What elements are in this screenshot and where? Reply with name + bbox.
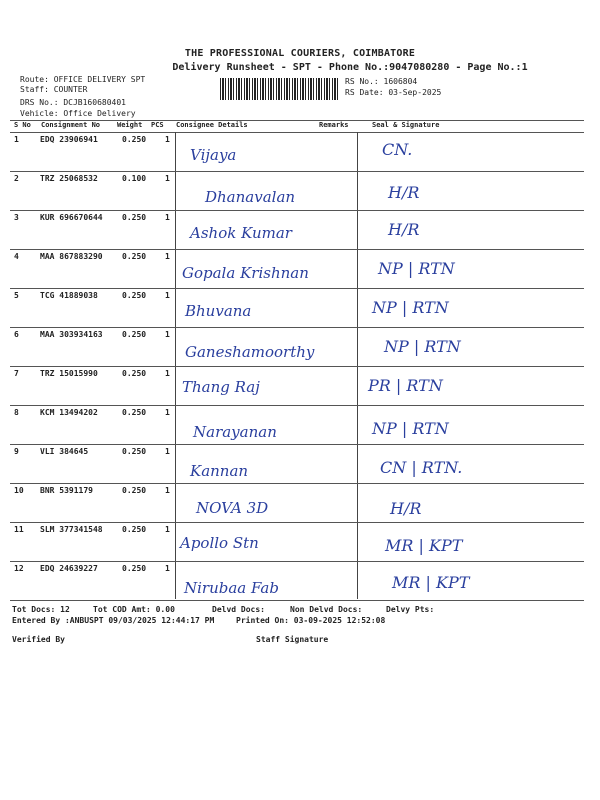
row-divider: [10, 405, 584, 406]
row-signature: NP | RTN: [378, 259, 455, 278]
row-consignment: SLM 377341548: [40, 525, 103, 534]
row-pcs: 1: [165, 213, 170, 222]
rs-date-label: RS Date: 03-Sep-2025: [345, 88, 442, 97]
row-consignee: Thang Raj: [182, 378, 260, 396]
row-weight: 0.250: [122, 330, 147, 339]
row-sno: 2: [14, 174, 19, 183]
col-sno: S No: [14, 121, 31, 129]
row-weight: 0.250: [122, 369, 147, 378]
row-pcs: 1: [165, 135, 170, 144]
row-pcs: 1: [165, 447, 170, 456]
row-signature: H/R: [388, 183, 420, 202]
row-sno: 9: [14, 447, 19, 456]
row-consignee: Apollo Stn: [180, 534, 259, 552]
row-signature: NP | RTN: [372, 298, 449, 317]
drs-label: DRS No.: DCJB160680401: [20, 98, 126, 107]
footer-delvd: Delvd Docs:: [212, 605, 265, 614]
row-consignment: BNR 5391179: [40, 486, 93, 495]
row-divider: [10, 288, 584, 289]
staff-label: Staff: COUNTER: [20, 85, 88, 94]
row-pcs: 1: [165, 525, 170, 534]
row-pcs: 1: [165, 291, 170, 300]
row-signature: CN | RTN.: [380, 458, 463, 477]
row-consignment: VLI 384645: [40, 447, 89, 456]
row-divider: [10, 249, 584, 250]
col-consignee: Consignee Details: [176, 121, 248, 129]
row-sno: 1: [14, 135, 19, 144]
row-divider: [10, 171, 584, 172]
footer-delvy-pts: Delvy Pts:: [386, 605, 435, 614]
row-consignee: Nirubaa Fab: [184, 579, 279, 597]
row-consignee: Vijaya: [190, 146, 237, 164]
row-consignee: Ashok Kumar: [190, 224, 292, 242]
row-weight: 0.250: [122, 486, 147, 495]
row-sno: 11: [14, 525, 24, 534]
row-sno: 6: [14, 330, 19, 339]
row-divider: [10, 561, 584, 562]
row-divider: [10, 483, 584, 484]
divider: [10, 120, 584, 121]
row-weight: 0.250: [122, 447, 147, 456]
row-consignee: Ganeshamoorthy: [185, 343, 315, 361]
col-remarks: Remarks: [319, 121, 349, 129]
row-consignment: EDQ 23906941: [40, 135, 98, 144]
route-label: Route: OFFICE DELIVERY SPT: [20, 75, 146, 84]
row-divider: [10, 600, 584, 601]
row-sno: 12: [14, 564, 24, 573]
footer-printed-on: Printed On: 03-09-2025 12:52:08: [236, 616, 386, 625]
footer-staff-signature: Staff Signature: [256, 635, 329, 644]
col-pcs: PCS: [151, 121, 164, 129]
page-subtitle: Delivery Runsheet - SPT - Phone No.:9047080280 - Page No.:1: [172, 62, 528, 73]
row-consignee: Gopala Krishnan: [182, 264, 309, 282]
row-signature: PR | RTN: [368, 376, 443, 395]
row-sno: 4: [14, 252, 19, 261]
row-divider: [10, 444, 584, 445]
row-weight: 0.250: [122, 213, 147, 222]
row-divider: [10, 366, 584, 367]
col-weight: Weight: [117, 121, 143, 129]
row-consignee: Dhanavalan: [205, 188, 296, 206]
row-consignment: MAA 303934163: [40, 330, 103, 339]
row-consignment: TRZ 15015990: [40, 369, 98, 378]
row-sno: 8: [14, 408, 19, 417]
row-consignment: MAA 867883290: [40, 252, 103, 261]
footer-non-delvd: Non Delvd Docs:: [290, 605, 363, 614]
row-sno: 5: [14, 291, 19, 300]
row-pcs: 1: [165, 330, 170, 339]
row-pcs: 1: [165, 174, 170, 183]
row-consignment: KUR 696670644: [40, 213, 103, 222]
row-signature: MR | KPT: [392, 573, 470, 592]
row-signature: MR | KPT: [385, 536, 463, 555]
row-consignee: Kannan: [190, 462, 249, 480]
row-sno: 3: [14, 213, 19, 222]
row-weight: 0.250: [122, 135, 147, 144]
col-consignment: Consignment No: [41, 121, 101, 129]
footer-tot-cod: Tot COD Amt: 0.00: [93, 605, 175, 614]
row-signature: H/R: [390, 499, 422, 518]
row-pcs: 1: [165, 486, 170, 495]
row-sno: 7: [14, 369, 19, 378]
row-consignee: Narayanan: [193, 423, 277, 441]
row-consignment: KCM 13494202: [40, 408, 98, 417]
row-pcs: 1: [165, 564, 170, 573]
row-consignee: NOVA 3D: [196, 499, 269, 517]
row-weight: 0.100: [122, 174, 147, 183]
vehicle-label: Vehicle: Office Delivery: [20, 109, 136, 118]
row-signature: NP | RTN: [384, 337, 461, 356]
row-weight: 0.250: [122, 408, 147, 417]
rs-no-label: RS No.: 1606804: [345, 77, 418, 86]
barcode: [220, 78, 338, 100]
row-pcs: 1: [165, 252, 170, 261]
footer-tot-docs: Tot Docs: 12: [12, 605, 70, 614]
row-weight: 0.250: [122, 291, 147, 300]
row-consignment: TRZ 25068532: [40, 174, 98, 183]
row-weight: 0.250: [122, 525, 147, 534]
divider: [10, 132, 584, 133]
row-divider: [10, 327, 584, 328]
row-consignee: Bhuvana: [185, 302, 252, 320]
col-seal: Seal & Signature: [372, 121, 440, 129]
row-weight: 0.250: [122, 252, 147, 261]
row-signature: CN.: [382, 140, 413, 159]
page-title: THE PROFESSIONAL COURIERS, COIMBATORE: [184, 48, 416, 59]
row-pcs: 1: [165, 369, 170, 378]
row-divider: [10, 210, 584, 211]
row-consignment: EDQ 24639227: [40, 564, 98, 573]
row-weight: 0.250: [122, 564, 147, 573]
row-divider: [10, 522, 584, 523]
row-pcs: 1: [165, 408, 170, 417]
footer-entered-by: Entered By :ANBUSPT 09/03/2025 12:44:17 PM: [12, 616, 215, 625]
row-signature: H/R: [388, 220, 420, 239]
row-sno: 10: [14, 486, 24, 495]
footer-verified-by: Verified By: [12, 635, 65, 644]
row-signature: NP | RTN: [372, 419, 449, 438]
row-consignment: TCG 41889038: [40, 291, 98, 300]
